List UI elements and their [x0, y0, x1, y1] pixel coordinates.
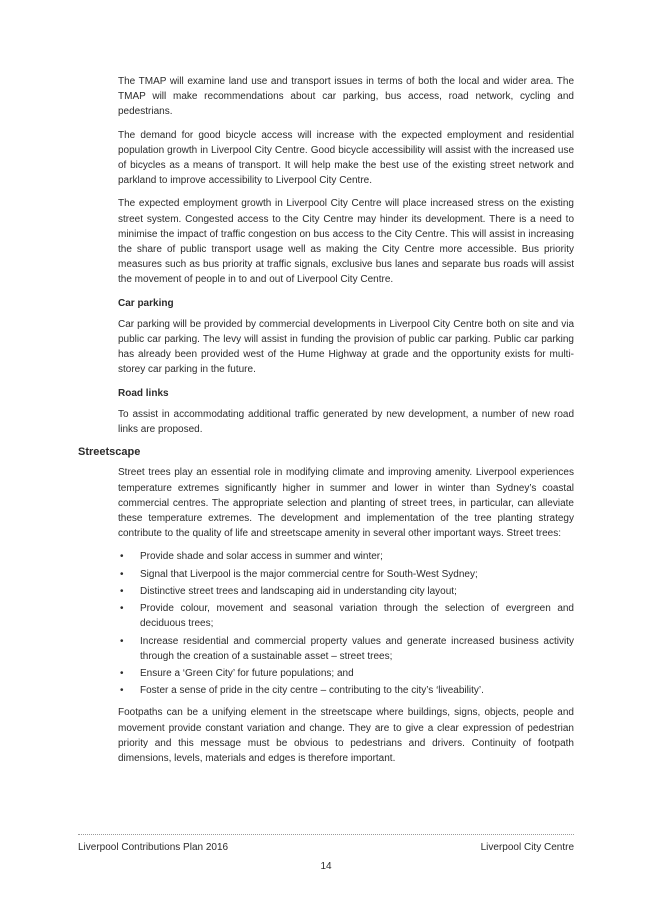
road-links-paragraph: To assist in accommodating additional traffic generated by new development, a number of new road links are proposed. [118, 408, 574, 436]
bus-paragraph: The expected employment growth in Liverpool City Centre will place increased stress on the existing street system. Congested access to the City Centre may hinder its development. There is a need to minimise the impact of traffic congestion on bus access to the City Centre. This will assist in increasing the share of public transport usage well as making the City Centre more accessible. Bus priority measures such as bus priority at traffic signals, exclusive bus lanes and separate bus roads will assist the movement of people in to and out of Liverpool City Centre. [118, 198, 574, 286]
list-item: • Provide colour, movement and seasonal variation through the selection of evergreen and deciduous trees; [120, 603, 574, 630]
bicycle-paragraph: The demand for good bicycle access will increase with the expected employment and residential population growth in Liverpool City Centre. Good bicycle accessibility will assist with the increased use of bicycles as a means of transport. It will help make the best use of the existing street network and parkland to improve accessibility to Liverpool City Centre. [118, 129, 574, 187]
footer-divider [78, 834, 574, 835]
road-links-heading: Road links [118, 387, 169, 399]
list-item: • Signal that Liverpool is the major commercial centre for South-West Sydney; [118, 567, 574, 582]
streetscape-intro: Street trees play an essential role in modifying climate and improving amenity. Liverpool experiences temperature extremes significantly higher in summer and lower in winter than Sydney’s coastal commercial centres. The appropriate selection and planting of street trees, in particular, can alleviate these temperature extremes. The development and implementation of the tree planting strategy contribute to the quality of life and streetscape amenity in several other important ways. Street trees: [118, 467, 574, 540]
street-trees-list [118, 549, 574, 698]
car-parking-heading: Car parking [118, 297, 174, 309]
footer-document-title: Liverpool Contributions Plan 2016 [78, 842, 229, 853]
bullet-icon: • [120, 568, 124, 580]
tmap-paragraph: The TMAP will examine land use and transport issues in terms of both the local and wider area. The TMAP will make recommendations about car parking, bus access, road network, cycling and pedestrians. [118, 76, 574, 118]
footer-section-title: Liverpool City Centre [480, 842, 574, 853]
list-item: • Distinctive street trees and landscaping aid in understanding city layout; [118, 584, 574, 599]
list-item: • Increase residential and commercial property values and generate increased business activity through the creation of a sustainable asset – street trees; [120, 635, 574, 662]
bullet-icon: • [120, 603, 124, 615]
list-item: • Ensure a ‘Green City’ for future populations; and [118, 666, 574, 681]
bullet-icon: • [120, 585, 124, 597]
footpaths-paragraph: Footpaths can be a unifying element in the streetscape where buildings, signs, objects, people and movement provide constant variation and change. They are to give a clear expression of pedestrian priority and this message must be obvious to pedestrians and drivers. Continuity of footpath dimensions, levels, materials and edges is therefore important. [118, 707, 574, 764]
streetscape-section [118, 465, 574, 766]
car-parking-paragraph: Car parking will be provided by commercial developments in Liverpool City Centre both on site and via public car parking. The levy will assist in funding the provision of public car parking. Public car parking has already been provided west of the Hume Highway at grade and the opportunity exists for multi-storey car parking in the future. [118, 318, 574, 376]
transport-section [118, 74, 574, 437]
list-item: • Foster a sense of pride in the city centre – contributing to the city’s ‘liveability’. [118, 683, 574, 698]
page-content [78, 74, 574, 774]
streetscape-heading: Streetscape [78, 446, 141, 459]
page-number: 14 [320, 861, 332, 872]
page-footer [78, 842, 574, 853]
bullet-icon: • [120, 551, 124, 563]
list-item: • Provide shade and solar access in summer and winter; [118, 549, 574, 564]
bullet-icon: • [120, 635, 124, 647]
bullet-icon: • [120, 685, 124, 697]
bullet-icon: • [120, 667, 124, 679]
